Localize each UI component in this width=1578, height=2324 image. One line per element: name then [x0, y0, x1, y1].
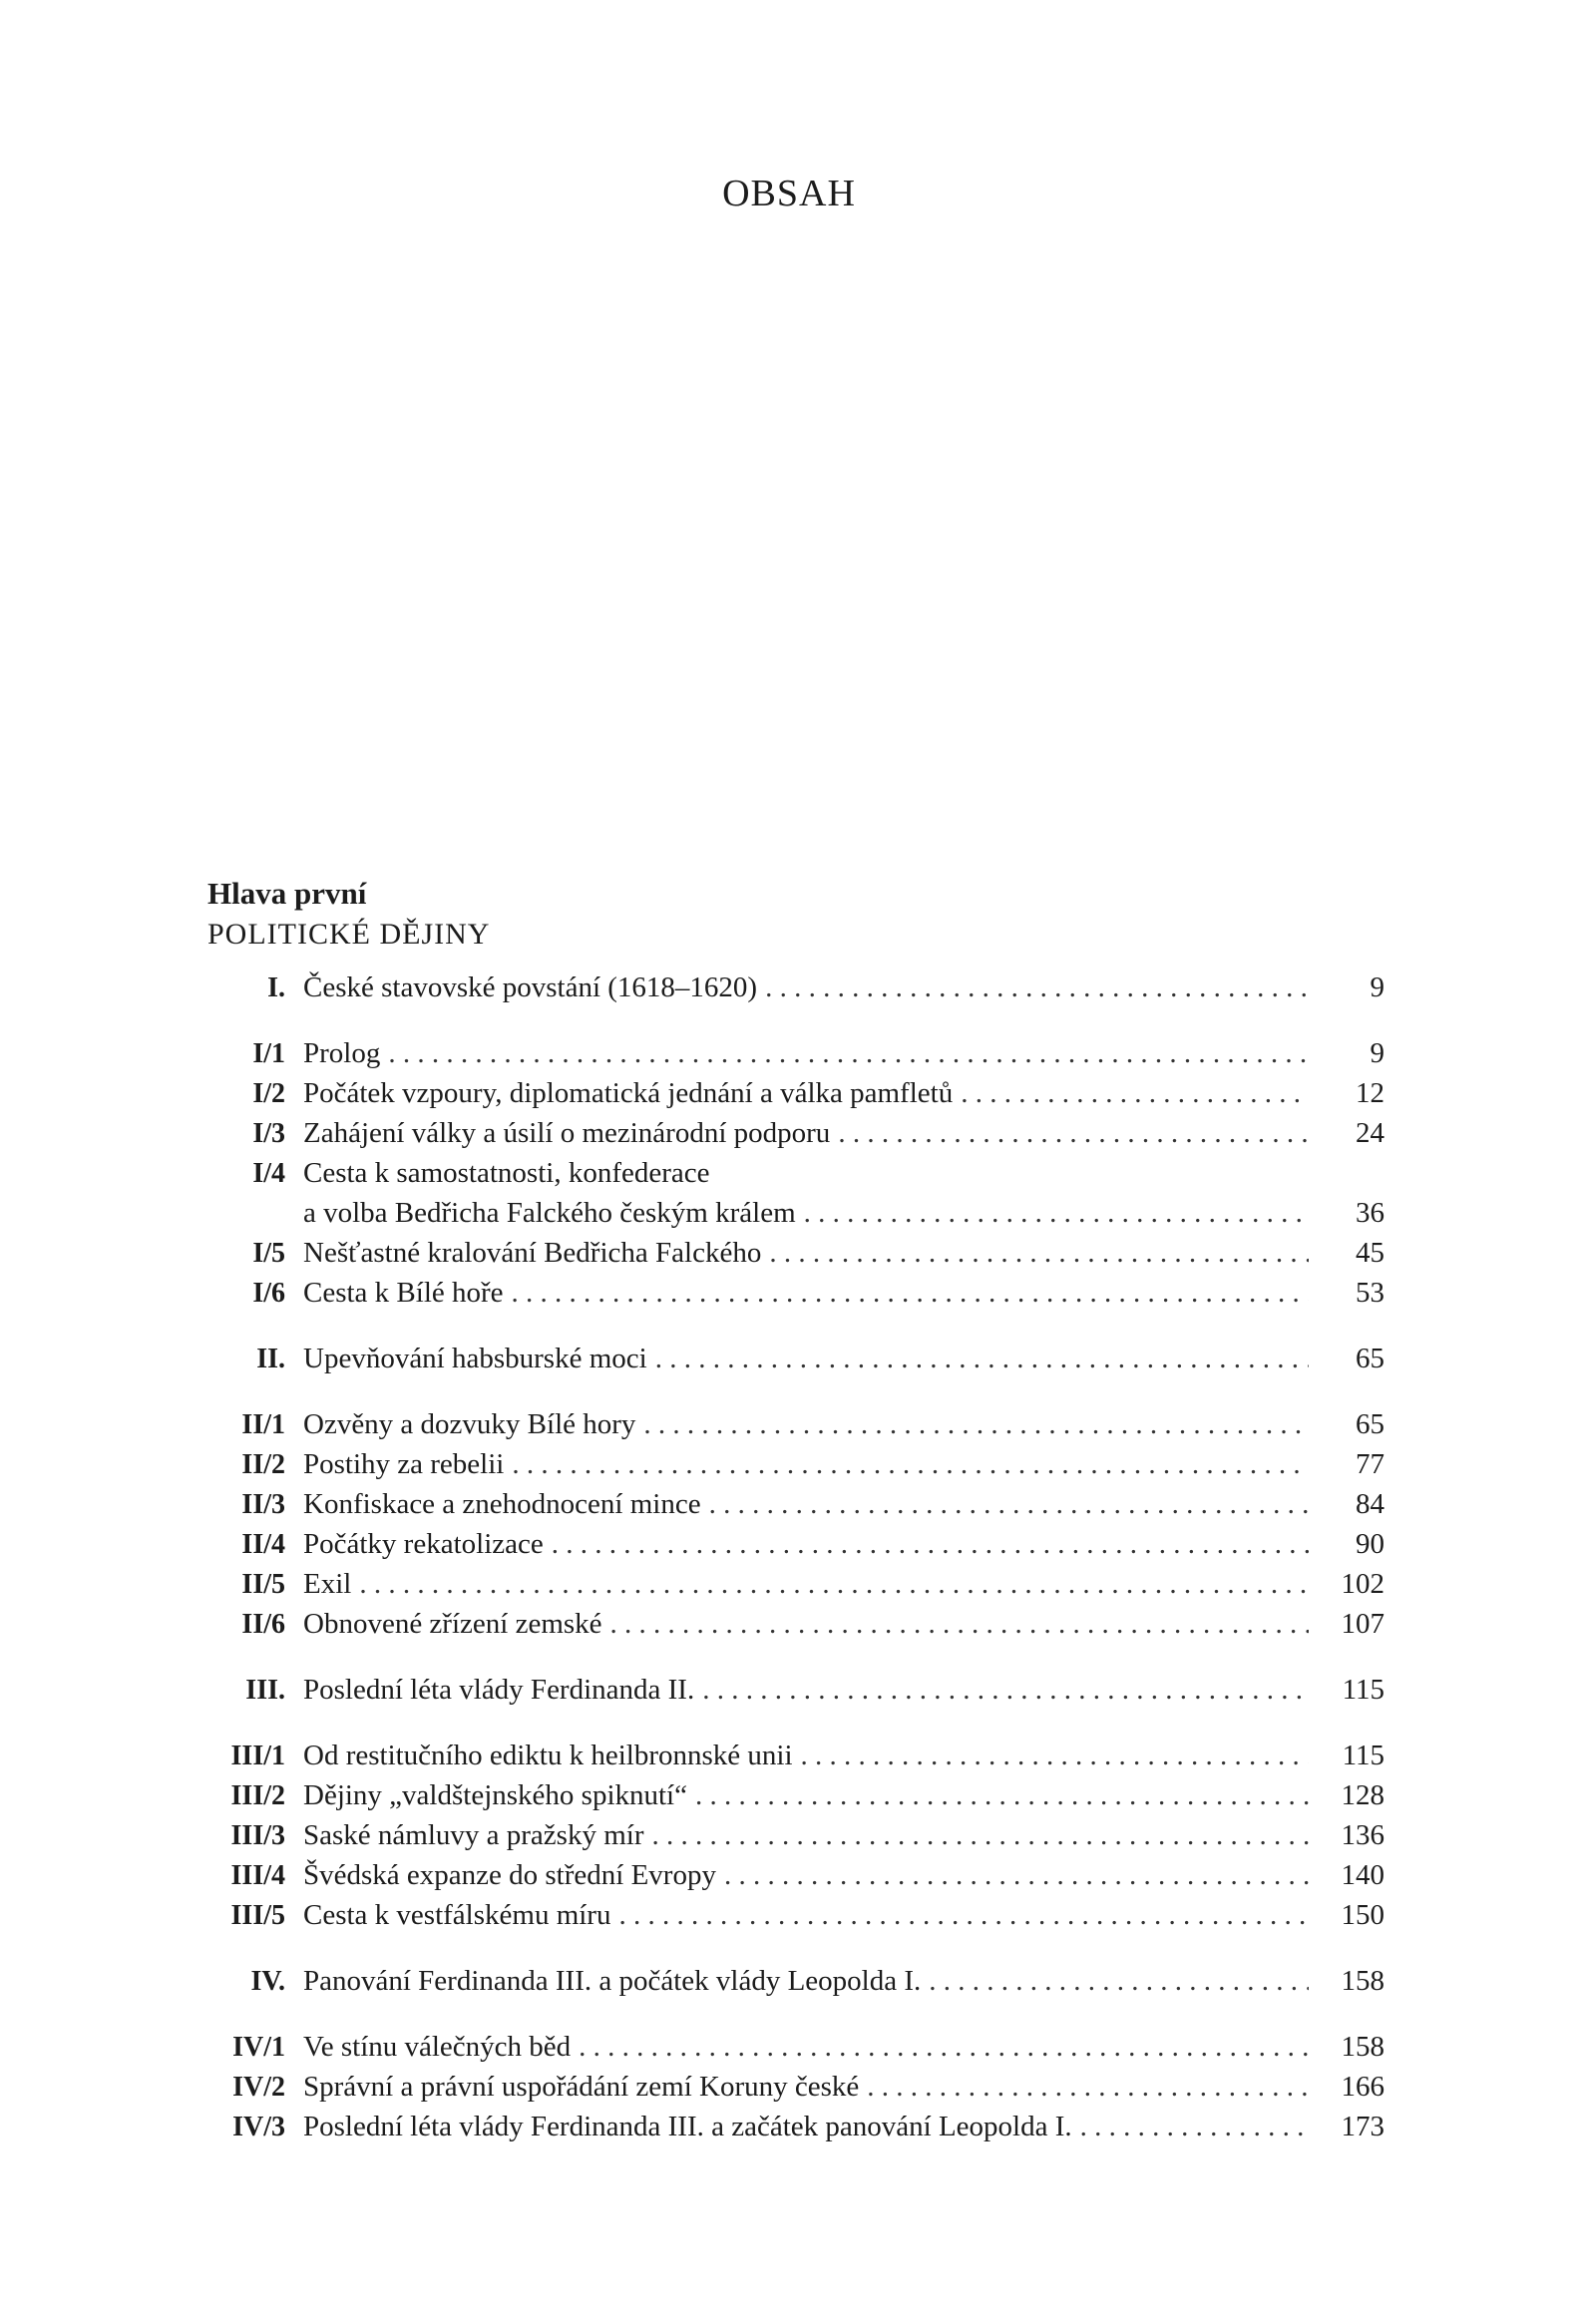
toc-entry[interactable] — [207, 1736, 1384, 1775]
chapter-title: POLITICKÉ DĚJINY — [207, 918, 491, 951]
toc-leader-dots — [512, 1444, 1309, 1484]
toc-entry-page: 90 — [1356, 1528, 1384, 1560]
toc-leader-dots — [702, 1670, 1309, 1710]
toc-entry-title: Cesta k samostatnosti, konfederace — [303, 1157, 710, 1189]
toc-entry-number: I/3 — [252, 1118, 285, 1149]
toc-entry[interactable] — [207, 2027, 1384, 2067]
toc-entry-page: 115 — [1342, 1674, 1384, 1706]
toc-entry-number: III/2 — [230, 1780, 285, 1811]
toc-entry-title: Postihy za rebelii — [303, 1448, 505, 1480]
toc-entry-page: 53 — [1356, 1277, 1384, 1309]
toc-entry-title: Ve stínu válečných běd — [303, 2031, 572, 2063]
toc-entry-page: 158 — [1341, 2031, 1384, 2063]
toc-entry-title: Prolog — [303, 1037, 381, 1069]
toc-entry-title: Poslední léta vlády Ferdinanda III. a začátek panování Leopolda I. — [303, 2111, 1072, 2142]
toc-entry-number: III/3 — [230, 1820, 285, 1851]
toc-leader-dots — [618, 1895, 1309, 1935]
toc-entry-page: 36 — [1356, 1197, 1384, 1229]
toc-entry-title: Zahájení války a úsilí o mezinárodní podporu — [303, 1117, 831, 1149]
toc-entry-number: I/4 — [252, 1158, 285, 1189]
toc-leader-dots — [709, 1484, 1309, 1524]
toc-entry-title: Počátky rekatolizace — [303, 1528, 544, 1560]
toc-leader-dots — [552, 1524, 1309, 1564]
toc-entry-page: 107 — [1341, 1608, 1384, 1640]
toc-entry-page: 45 — [1356, 1237, 1384, 1269]
toc-entry[interactable] — [207, 1153, 1384, 1193]
toc-entry-title: Švédská expanze do střední Evropy — [303, 1859, 716, 1891]
toc-entry-title: Nešťastné kralování Bedřicha Falckého — [303, 1237, 762, 1269]
toc-entry-page: 77 — [1356, 1448, 1384, 1480]
toc-entry-number: III. — [245, 1675, 285, 1706]
toc-entry[interactable] — [207, 968, 1384, 1007]
toc-entry[interactable] — [207, 1604, 1384, 1644]
toc-leader-dots — [388, 1033, 1309, 1073]
toc-entry-number: IV/2 — [232, 2072, 285, 2103]
toc-entry-page: 65 — [1356, 1343, 1384, 1374]
toc-entry-page: 128 — [1341, 1779, 1384, 1811]
toc-entry[interactable] — [207, 1033, 1384, 1073]
toc-entry-title: Poslední léta vlády Ferdinanda II. — [303, 1674, 695, 1706]
toc-entry-title: Upevňování habsburské moci — [303, 1343, 647, 1374]
toc-leader-dots — [359, 1564, 1309, 1604]
toc-entry-page: 158 — [1341, 1965, 1384, 1997]
toc-entry[interactable] — [207, 1233, 1384, 1273]
toc-entry[interactable] — [207, 1775, 1384, 1815]
page-title: OBSAH — [722, 173, 856, 214]
toc-entry-title: a volba Bedřicha Falckého českým králem — [303, 1197, 796, 1229]
toc-entry-page: 102 — [1341, 1568, 1384, 1600]
toc-entry-title: Saské námluvy a pražský mír — [303, 1819, 644, 1851]
toc-leader-dots — [801, 1736, 1309, 1775]
toc-entry-number: I/5 — [252, 1238, 285, 1269]
toc-leader-dots — [867, 2067, 1309, 2107]
toc-entry[interactable] — [207, 1564, 1384, 1604]
toc-entry[interactable] — [207, 1815, 1384, 1855]
toc-entry-title: Konfiskace a znehodnocení mince — [303, 1488, 701, 1520]
table-of-contents — [207, 968, 1384, 2146]
toc-entry-title: České stavovské povstání (1618–1620) — [303, 971, 758, 1003]
toc-entry-page: 115 — [1342, 1740, 1384, 1771]
toc-entry-number: IV/1 — [232, 2032, 285, 2063]
toc-entry-number: II/1 — [241, 1409, 285, 1440]
toc-entry-title: Počátek vzpoury, diplomatická jednání a válka pamfletů — [303, 1077, 954, 1109]
toc-entry-page: 173 — [1341, 2111, 1384, 2142]
toc-entry-title: Cesta k vestfálskému míru — [303, 1899, 611, 1931]
toc-leader-dots — [610, 1604, 1309, 1644]
toc-entry-number: I/6 — [252, 1278, 285, 1309]
toc-leader-dots — [579, 2027, 1309, 2067]
toc-entry-page: 150 — [1341, 1899, 1384, 1931]
toc-leader-dots — [929, 1961, 1309, 2001]
toc-leader-dots — [651, 1815, 1309, 1855]
toc-entry[interactable] — [207, 1339, 1384, 1378]
toc-entry[interactable] — [207, 1113, 1384, 1153]
toc-entry-title: Správní a právní uspořádání zemí Koruny české — [303, 2071, 860, 2103]
toc-entry-number: IV/3 — [232, 2112, 285, 2142]
toc-entry-number: II/5 — [241, 1569, 285, 1600]
toc-entry-number: II/4 — [241, 1529, 285, 1560]
toc-entry[interactable] — [207, 2107, 1384, 2146]
toc-entry[interactable] — [207, 1273, 1384, 1313]
toc-leader-dots — [961, 1073, 1309, 1113]
toc-entry-title: Dějiny „valdštejnského spiknutí“ — [303, 1779, 687, 1811]
toc-entry-number: III/5 — [230, 1900, 285, 1931]
toc-entry[interactable] — [207, 1484, 1384, 1524]
toc-leader-dots — [838, 1113, 1309, 1153]
toc-entry-number: I/1 — [252, 1038, 285, 1069]
toc-entry-title: Panování Ferdinanda III. a počátek vlády Leopolda I. — [303, 1965, 922, 1997]
toc-entry-page: 12 — [1356, 1077, 1384, 1109]
toc-entry-title: Obnovené zřízení zemské — [303, 1608, 602, 1640]
toc-entry-page: 24 — [1356, 1117, 1384, 1149]
toc-leader-dots — [769, 1233, 1309, 1273]
toc-entry-page: 84 — [1356, 1488, 1384, 1520]
toc-entry-title: Od restitučního ediktu k heilbronnské unii — [303, 1740, 793, 1771]
toc-entry-page: 65 — [1356, 1408, 1384, 1440]
toc-entry-number: IV. — [250, 1966, 285, 1997]
toc-entry-page: 140 — [1341, 1859, 1384, 1891]
toc-leader-dots — [724, 1855, 1309, 1895]
toc-entry-title: Exil — [303, 1568, 352, 1600]
chapter-heading — [207, 874, 1404, 956]
toc-entry[interactable] — [207, 1961, 1384, 2001]
toc-entry-title: Ozvěny a dozvuky Bílé hory — [303, 1408, 636, 1440]
toc-entry[interactable] — [207, 1404, 1384, 1444]
toc-leader-dots — [512, 1273, 1309, 1313]
toc-entry-number: I. — [267, 972, 285, 1003]
toc-entry-number: II/3 — [241, 1489, 285, 1520]
toc-leader-dots — [695, 1775, 1309, 1815]
toc-entry[interactable] — [207, 1193, 1384, 1233]
toc-entry-number: III/4 — [230, 1860, 285, 1891]
toc-entry[interactable] — [207, 1444, 1384, 1484]
toc-entry-number: II/2 — [241, 1449, 285, 1480]
toc-entry-page: 136 — [1341, 1819, 1384, 1851]
toc-entry-page: 9 — [1370, 971, 1384, 1003]
toc-leader-dots — [804, 1193, 1309, 1233]
toc-leader-dots — [1080, 2107, 1309, 2146]
toc-entry-title: Cesta k Bílé hoře — [303, 1277, 504, 1309]
toc-leader-dots — [765, 968, 1309, 1007]
toc-entry-page: 166 — [1341, 2071, 1384, 2103]
toc-leader-dots — [643, 1404, 1309, 1444]
toc-entry[interactable] — [207, 1855, 1384, 1895]
toc-entry-number: I/2 — [252, 1078, 285, 1109]
toc-entry[interactable] — [207, 1670, 1384, 1710]
toc-entry[interactable] — [207, 1895, 1384, 1935]
toc-entry-page: 9 — [1370, 1037, 1384, 1069]
toc-entry-number: II. — [256, 1344, 285, 1374]
toc-entry[interactable] — [207, 2067, 1384, 2107]
chapter-label: Hlava první — [207, 876, 367, 911]
toc-leader-dots — [655, 1339, 1309, 1378]
toc-entry[interactable] — [207, 1073, 1384, 1113]
toc-entry-number: III/1 — [230, 1741, 285, 1771]
toc-entry-number: II/6 — [241, 1609, 285, 1640]
toc-entry[interactable] — [207, 1524, 1384, 1564]
